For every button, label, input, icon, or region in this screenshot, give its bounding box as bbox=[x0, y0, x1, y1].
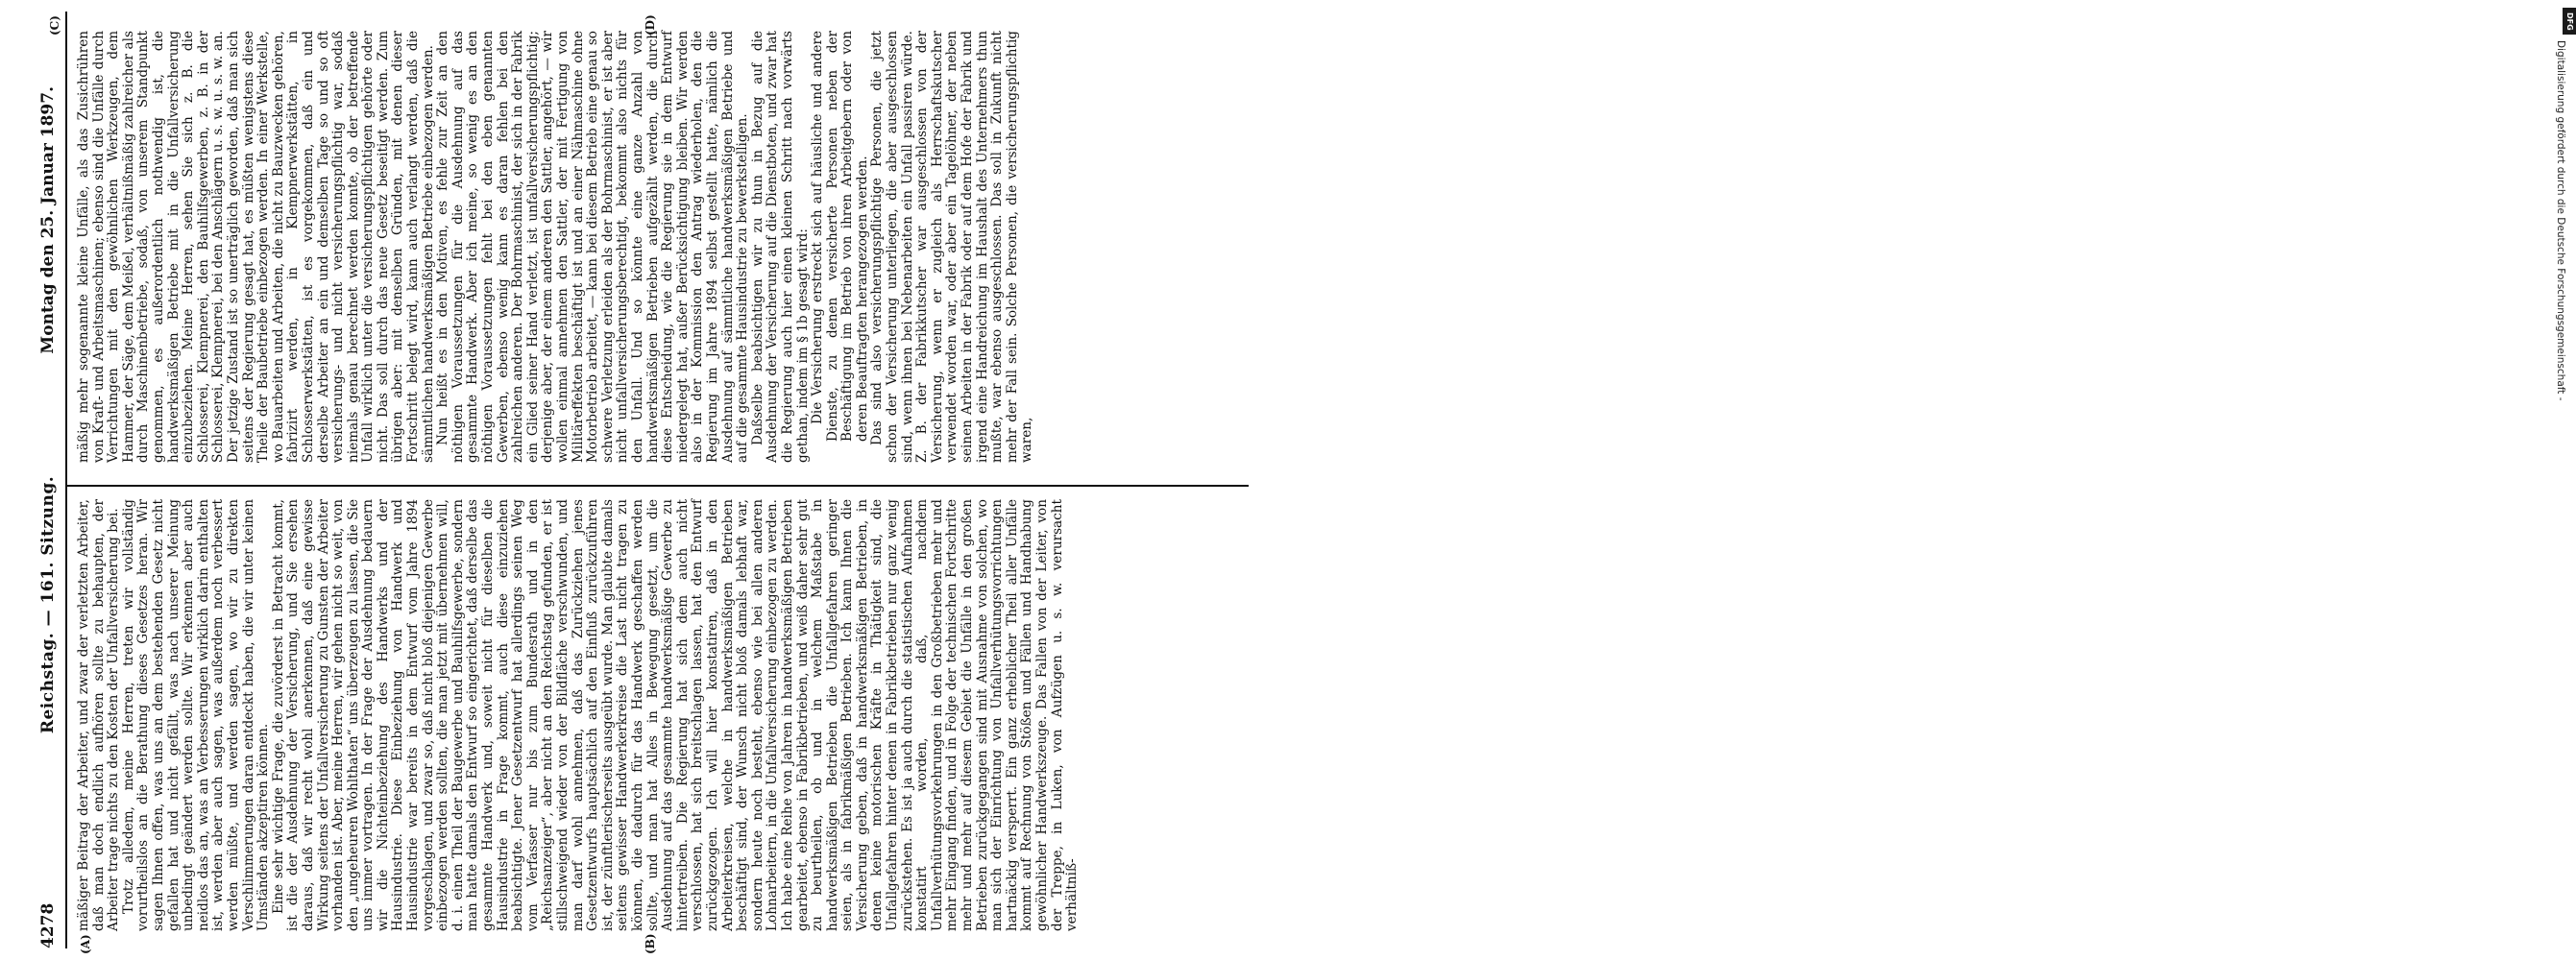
margin-mark-d: (D) bbox=[644, 14, 657, 36]
left-column bbox=[77, 499, 1253, 931]
dfg-logo: DFG bbox=[2563, 8, 2576, 35]
paragraph: mäßig mehr sogenannte kleine Unfälle, als das Zusichrühren von Kraft- und Arbeitsmaschinen; ebenso sind die Unfälle durch Verrichtungen mit den gewöhnlichen Werkzeugen, dem Hammer, der Säge, dem Meißel, verhältnißmäßig zahlreicher als durch Maschinenbetriebe, sodaß, von unserem Standpunkt genommen, es außerordentlich nothwendig ist, die handwerksmäßigen Betriebe mit in die Unfallversicherung einzubeziehen. Meine Herren, sehen Sie sich z. B. die Schlosserei, Klempnerei, den Bauhilfsgewerben, z. B. in der Schlosserei, Klempnerei, bei den Anschlägern u. s. w. u. s. w. an. Der jetzige Zustand ist so unerträglich geworden, daß man sich seitens der Regierung gesagt hat, es müßten wenigstens diese Theile der Baubetriebe einbezogen werden. In einer Werkstelle, wo Bauarbeiten und Arbeiten, die nicht zu Bauzwecken gehören, fabrizirt werden, in Klempnerwerkstätten, in Schlosserwerkstätten, ist es vorgekommen, daß ein und derselbe Arbeiter an ein und demselben Tage so und so oft versicherungs- und nicht versicherungspflichtig war, sodaß niemals genau berechnet werden konnte, ob der betreffende Unfall wirklich unter die versicherungspflichtigen gehörte oder nicht. Das soll durch das neue Gesetz beseitigt werden. Zum übrigen aber: mit denselben Gründen, mit denen dieser Fortschritt belegt wird, kann auch verlangt werden, daß die sämmtlichen handwerksmäßigen Betriebe einbezogen werden. bbox=[76, 31, 436, 463]
digitization-strip bbox=[1277, 0, 2574, 960]
paragraph: Daßselbe beabsichtigen wir zu thun in Bezug auf die Ausdehnung der Versicherung auf die Dienstboten, und zwar hat die Regierung auch hier einen kleinen Schritt nach vorwärts gethan, indem im § 1b gesagt wird: bbox=[749, 31, 811, 463]
header-rule bbox=[65, 12, 67, 948]
margin-mark-b: (B) bbox=[644, 933, 657, 954]
column-divider bbox=[67, 485, 1249, 487]
right-column bbox=[77, 31, 1253, 463]
running-header: Reichstag. — 161. Sitzung. bbox=[38, 475, 58, 734]
paragraph: Eine sehr wichtige Frage, die zuvörderst in Betracht kommt, ist die der Ausdehnung der Versicherung, und Sie ersehen daraus, daß wir recht wohl anerkennen, daß eine gewisse Wirkung seitens der Unfallversicherung zu Gunsten der Arbeiter vorhanden ist. Aber, meine Herren, wir gehen nicht so weit, von den „ungeheuren Wohlthaten“ uns überzeugen zu lassen, die Sie uns immer vortragen. In der Frage der Ausdehnung bedauern wir die Nichteinbeziehung des Handwerks und der Hausindustrie. Diese Einbeziehung von Handwerk und Hausindustrie war bereits in dem Entwurf vom Jahre 1894 vorgeschlagen, und zwar so, daß nicht bloß diejenigen Gewerbe einbezogen werden sollten, die man jetzt mit übernehmen will, d. i. einen Theil der Baugewerbe und Bauhilfsgewerbe, sondern man hatte damals den Entwurf so eingerichtet, daß derselbe das gesammte Handwerk und, soweit nicht für dieselben die Hausindustrie in Frage kommt, auch diese einzuziehen beabsichtigte. Jener Gesetzentwurf hat allerdings seinen Weg vom Verfasser nur bis zum Bundesrath und in den „Reichsanzeiger“, aber nicht an den Reichstag gefunden, er ist stillschweigend wieder von der Bildfläche verschwunden, und man darf wohl annehmen, daß das Zurückziehen jenes Gesetzentwurfs hauptsächlich auf den Einfluß zurückzuführen ist, der zünftlerischerseits ausgeübt wurde. Man glaubte damals seitens gewisser Handwerkerkreise die Last nicht tragen zu können, die dadurch für das Handwerk geschaffen werden sollte, und man hat Alles in Bewegung gesetzt, um die Ausdehnung auf das gesammte handwerksmäßige Gewerbe zu hintertreiben. Die Regierung hat sich dem auch nicht verschlossen, hat sich breitschlagen lassen, hat den Entwurf zurückgezogen. Ich will hier konstatiren, daß in den Arbeiterkreisen, welche in handwerksmäßigen Betrieben beschäftigt sind, der Wunsch nicht bloß damals lebhaft war, sondern heute noch besteht, ebenso wie bei allen anderen Lohnarbeitern, in die Unfallversicherung einbezogen zu werden. Ich habe eine Reihe von Jahren in handwerksmäßigen Betrieben gearbeitet, ebenso in Fabrikbetrieben, und weiß daher sehr gut zu beurtheilen, ob und in welchem Maßstabe in handwerksmäßigen Betrieben die Unfallgefahren geringer seien, als in fabrikmäßigen Betrieben. Ich kann Ihnen die Versicherung geben, daß in handwerksmäßigen Betrieben, in denen keine motorischen Kräfte in Thätigkeit sind, die Unfallgefahren hinter denen in Fabrikbetrieben nur ganz wenig zurückstehen. Es ist ja auch durch die statistischen Aufnahmen konstatirt worden, daß, nachdem Unfallverhütungsvorkehrungen in den Großbetrieben mehr und mehr Eingang finden, und in Folge der technischen Fortschritte mehr und mehr auf diesem Gebiet die Unfälle in den großen Betrieben zurückgegangen sind mit Ausnahme von solchen, wo man sich der Einrichtung von Unfallverhütungsvorrichtungen hartnäckig versperrt. Ein ganz erheblicher Theil aller Unfälle kommt auf Rechnung von Stößen und Fällen und Handhabung gewöhnlicher Handwerkszeuge. Das Fallen von der Leiter, von der Treppe, in Luken, von Aufzügen u. s. w. verursacht verhältniß- bbox=[270, 499, 1081, 931]
quoted-paragraph: Die Versicherung erstreckt sich auf häusliche und andere Dienste, zu denen versicherte Personen neben der Beschäftigung im Betrieb von ihren Arbeitgebern oder von deren Beauftragten herangezogen werden. bbox=[810, 31, 870, 442]
paragraph: mäßiger Beitrag der Arbeiter, und zwar der verletzten Arbeiter, daß man doch endlich aufhören sollte zu behaupten, der Arbeiter trage nichts zu den Kosten der Unfallversicherung bei. bbox=[76, 499, 122, 931]
margin-mark-c: (C) bbox=[48, 15, 61, 36]
digitization-credit: Digitalisierung gefördert durch die Deutsche Forschungsgemeinschaft - bbox=[2555, 40, 2566, 401]
margin-mark-a: (A) bbox=[79, 934, 92, 954]
paragraph: Trotz alledem, meine Herren, treten wir vollständig vorurtheilslos an die Berathung dieses Gesetzes heran. Wir sagen Ihnen offen, was uns an dem bestehenden Gesetz nicht gefallen hat und nicht gefällt, was nach unserer Meinung unbedingt geändert werden sollte. Wir erkennen aber auch neidlos das an, was an Verbesserungen wirklich darin enthalten ist, werden aber auch sagen, was außerdem noch verbessert werden müßte, und werden sagen, wo wir zu direkten Verschlimmerungen daran entdeckt haben, die wir unter keinen Umständen akzeptiren können. bbox=[120, 499, 272, 931]
paragraph: Das sind also versicherungspflichtige Personen, die jetzt schon der Versicherung unterliegen, die aber ausgeschlossen sind, wenn ihnen bei Nebenarbeiten ein Unfall passiren würde. Z. B. der Fabrikkutscher war ausgeschlossen von der Versicherung, wenn er zugleich als Herrschaftskutscher verwendet worden war, oder aber ein Tagelöhner, der neben seinen Arbeiten in der Fabrik oder auf dem Hofe der Fabrik und irgend eine Handreichung im Haushalt des Unternehmers thun mußte, war ebenso ausgeschlossen. Das soll in Zukunft nicht mehr der Fall sein. Solche Personen, die versicherungspflichtig waren, bbox=[869, 31, 1035, 463]
paragraph: Nun heißt es in den Motiven, es fehle zur Zeit an den nöthigen Voraussetzungen für die Ausdehnung auf das gesammte Handwerk. Aber ich meine, so wenig es an den nöthigen Voraussetzungen fehlt bei den eben genannten Gewerben, ebenso wenig kann es daran fehlen bei den zahlreichen anderen. Der Bohrmaschinist, der sich in der Fabrik ein Glied seiner Hand verletzt, ist unfallversicherungspflichtig; derjenige aber, der einem anderen den Sattler, angehört, — wir wollen einmal annehmen den Sattler, der mit Fertigung von Militäreffekten beschäftigt ist und an einer Nähmaschine ohne Motorbetrieb arbeitet, — kann bei diesem Betrieb eine genau so schwere Verletzung erleiden als der Bohrmaschinist, er ist aber nicht unfallversicherungsberechtigt, bekommt also nichts für den Unfall. Und so könnte eine ganze Anzahl von handwerksmäßigen Betrieben aufgezählt werden, die durch diese Entscheidung, wie die Regierung sie in dem Entwurf niedergelegt hat, außer Berücksichtigung bleiben. Wir werden also in der Kommission den Antrag wiederholen, den die Regierung im Jahre 1894 selbst gestellt hatte, nämlich die Ausdehnung auf sämmtliche handwerksmäßigen Betriebe und auf die gesammte Hausindustrie zu bewerkstelligen. bbox=[435, 31, 751, 463]
page-number: 4278 bbox=[38, 902, 58, 948]
header-date: Montag den 25. Januar 1897. bbox=[38, 86, 58, 354]
